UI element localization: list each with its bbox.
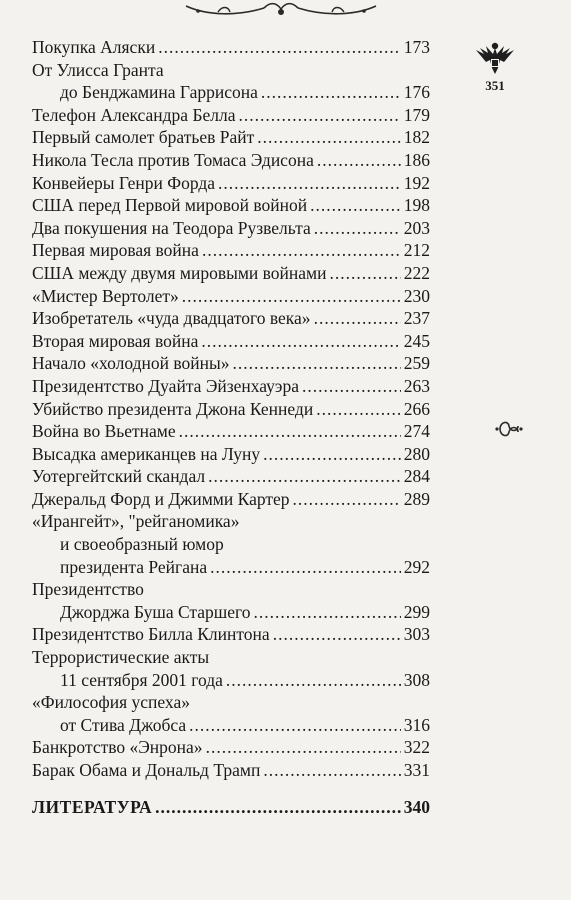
toc-page-number: 203 <box>403 217 430 238</box>
toc-entry[interactable] <box>32 126 430 149</box>
toc-entry-title: От Улисса Гранта <box>32 59 164 80</box>
toc-entry-title: 11 сентября 2001 года <box>60 669 223 690</box>
toc-entry-title: Президентство Билла Клинтона <box>32 624 270 645</box>
toc-entry-line <box>32 262 430 285</box>
toc-entry-line <box>32 239 430 262</box>
toc-entry-title: США между двумя мировыми войнами <box>32 262 327 283</box>
dot-leader <box>206 736 401 759</box>
toc-entry-title: Вторая мировая война <box>32 330 199 351</box>
toc-page-number: 186 <box>403 149 430 170</box>
dot-leader <box>182 285 401 308</box>
toc-entry[interactable] <box>32 172 430 195</box>
page-number: 351 <box>485 78 505 93</box>
toc-entry-line <box>32 172 430 195</box>
dot-leader <box>210 556 401 579</box>
dot-leader <box>226 669 401 692</box>
toc-page-number: 284 <box>403 466 430 487</box>
toc-entry-line <box>32 533 430 556</box>
eagle-emblem-icon <box>474 40 516 78</box>
toc-entry[interactable] <box>32 510 430 578</box>
toc-entry-title: Война во Вьетнаме <box>32 421 176 442</box>
toc-entry-line <box>32 149 430 172</box>
toc-page-number: 303 <box>403 624 430 645</box>
toc-entry-title: президента Рейгана <box>60 556 208 577</box>
toc-entry-line <box>32 510 430 533</box>
dot-leader <box>293 488 401 511</box>
toc-entry-line <box>32 443 430 466</box>
toc-page-number: 259 <box>403 353 430 374</box>
toc-page-number: 237 <box>403 308 430 329</box>
toc-entry[interactable] <box>32 307 430 330</box>
toc-entry-title: Телефон Александра Белла <box>32 104 236 125</box>
toc-entry[interactable] <box>32 691 430 736</box>
toc-page-number: 280 <box>403 443 430 464</box>
dot-leader <box>158 36 401 59</box>
dot-leader <box>273 623 401 646</box>
toc-entry[interactable] <box>32 465 430 488</box>
toc-entry-line <box>32 59 430 82</box>
toc-entry[interactable] <box>32 330 430 353</box>
toc-page-number: 212 <box>403 240 430 261</box>
toc-entry[interactable] <box>32 488 430 511</box>
dot-leader <box>202 239 401 262</box>
dot-leader <box>302 375 401 398</box>
scroll-ornament-icon <box>178 0 384 20</box>
toc-page-number: 292 <box>403 556 430 577</box>
toc-entry-title: Высадка американцев на Луну <box>32 443 261 464</box>
toc-entry-title: Президентство <box>32 579 144 600</box>
toc-entry[interactable] <box>32 59 430 104</box>
toc-entry[interactable] <box>32 285 430 308</box>
dot-leader <box>201 330 400 353</box>
toc-entry-title: Первый самолет братьев Райт <box>32 127 255 148</box>
toc-entry-title: Конвейеры Генри Форда <box>32 172 216 193</box>
toc-entry-line <box>32 691 430 714</box>
toc-page-number: 245 <box>403 330 430 351</box>
dot-leader <box>254 601 401 624</box>
toc-entry-line <box>32 488 430 511</box>
toc-entry[interactable] <box>32 646 430 691</box>
toc-page-number: 289 <box>403 488 430 509</box>
literature-title: ЛИТЕРАТУРА <box>32 796 153 817</box>
dot-leader <box>317 149 401 172</box>
toc-page-number: 198 <box>403 195 430 216</box>
toc-entry-title: Джорджа Буша Старшего <box>60 601 251 622</box>
toc-entry-line <box>32 601 430 624</box>
swirl-ornament-icon <box>494 414 524 444</box>
toc-entry[interactable] <box>32 194 430 217</box>
dot-leader <box>310 194 401 217</box>
toc-entry-title: Изобретатель «чуда двадцатого века» <box>32 308 311 329</box>
toc-entry-title: Начало «холодной войны» <box>32 353 230 374</box>
literature-page-number: 340 <box>403 796 430 817</box>
dot-leader <box>316 398 401 421</box>
toc-entry-line <box>32 796 430 819</box>
toc-entry-title: до Бенджамина Гаррисона <box>60 82 258 103</box>
toc-entry-line <box>32 669 430 692</box>
toc-entry-title: Убийство президента Джона Кеннеди <box>32 398 314 419</box>
toc-entry-line <box>32 646 430 669</box>
toc-entry-line <box>32 420 430 443</box>
toc-entry[interactable] <box>32 36 430 59</box>
toc-entry-line <box>32 375 430 398</box>
toc-entry-line <box>32 104 430 127</box>
toc-page-number: 263 <box>403 375 430 396</box>
toc-page-number: 176 <box>403 82 430 103</box>
toc-entry[interactable] <box>32 420 430 443</box>
dot-leader <box>261 81 401 104</box>
toc-page-number: 266 <box>403 398 430 419</box>
toc-page-number: 308 <box>403 669 430 690</box>
toc-entry-title: «Мистер Вертолет» <box>32 285 179 306</box>
toc-page-number: 331 <box>403 760 430 780</box>
toc-entry-line <box>32 352 430 375</box>
toc-entry-line <box>32 285 430 308</box>
toc-entry-title: Президентство Дуайта Эйзенхауэра <box>32 375 299 396</box>
toc-entry[interactable] <box>32 104 430 127</box>
toc-page-number: 299 <box>403 601 430 622</box>
toc-page-number: 179 <box>403 104 430 125</box>
toc-entry-title: Никола Тесла против Томаса Эдисона <box>32 149 314 170</box>
toc-entry-line <box>32 330 430 353</box>
toc-page-number: 316 <box>403 714 430 735</box>
dot-leader <box>314 217 401 240</box>
toc-entry-title: Два покушения на Теодора Рузвельта <box>32 217 311 238</box>
toc-entry-title: и своеобразный юмор <box>60 534 224 555</box>
toc-entry[interactable] <box>32 375 430 398</box>
toc-entry[interactable] <box>32 239 430 262</box>
toc-entry-line <box>32 126 430 149</box>
table-of-contents <box>32 36 430 818</box>
toc-entry-title: от Стива Джобса <box>60 714 187 735</box>
toc-entry-title: Джеральд Форд и Джимми Картер <box>32 488 290 509</box>
toc-page-number: 192 <box>403 172 430 193</box>
toc-entry[interactable] <box>32 736 430 759</box>
toc-page-number: 222 <box>403 262 430 283</box>
toc-entry-title: Покупка Аляски <box>32 37 156 57</box>
toc-page-number: 274 <box>403 421 430 442</box>
dot-leader <box>233 352 401 375</box>
toc-entry[interactable] <box>32 352 430 375</box>
toc-entry-line <box>32 556 430 579</box>
toc-entry-line <box>32 217 430 240</box>
toc-entry[interactable] <box>32 149 430 172</box>
toc-entry-line <box>32 714 430 737</box>
toc-entry[interactable] <box>32 398 430 421</box>
toc-entry[interactable] <box>32 217 430 240</box>
toc-entry-title: Террористические акты <box>32 647 210 668</box>
toc-entry-line <box>32 623 430 646</box>
dot-leader <box>263 759 400 782</box>
toc-entry-line <box>32 194 430 217</box>
toc-entry[interactable] <box>32 262 430 285</box>
toc-entry-line <box>32 759 430 782</box>
toc-entry-line <box>32 398 430 421</box>
toc-page-number: 173 <box>403 37 430 57</box>
toc-entry[interactable] <box>32 578 430 623</box>
toc-entry[interactable] <box>32 759 430 782</box>
toc-entry[interactable] <box>32 443 430 466</box>
toc-page-number: 322 <box>403 737 430 758</box>
toc-entry-line <box>32 81 430 104</box>
dot-leader <box>189 714 401 737</box>
dot-leader <box>155 796 401 819</box>
toc-entry[interactable] <box>32 623 430 646</box>
toc-entry-title: Банкротство «Энрона» <box>32 737 203 758</box>
toc-entry-line <box>32 307 430 330</box>
toc-page-number: 230 <box>403 285 430 306</box>
dot-leader <box>314 307 401 330</box>
toc-entry-title: «Философия успеха» <box>32 692 190 713</box>
toc-entry-title: Барак Обама и Дональд Трамп <box>32 760 261 780</box>
toc-entry-line <box>32 465 430 488</box>
dot-leader <box>218 172 401 195</box>
dot-leader <box>263 443 401 466</box>
toc-entry-line <box>32 736 430 759</box>
dot-leader <box>330 262 401 285</box>
dot-leader <box>257 126 400 149</box>
toc-page-number: 182 <box>403 127 430 148</box>
dot-leader <box>179 420 401 443</box>
toc-entry-line <box>32 578 430 601</box>
toc-entry-line <box>32 36 430 59</box>
dot-leader <box>239 104 401 127</box>
toc-entry-title: Первая мировая война <box>32 240 199 261</box>
toc-entry-title: США перед Первой мировой войной <box>32 195 308 216</box>
dot-leader <box>208 465 401 488</box>
literature-entry[interactable] <box>32 796 430 819</box>
toc-entry-title: Уотергейтский скандал <box>32 466 206 487</box>
toc-entry-title: «Ирангейт», "рейганомика» <box>32 511 240 532</box>
